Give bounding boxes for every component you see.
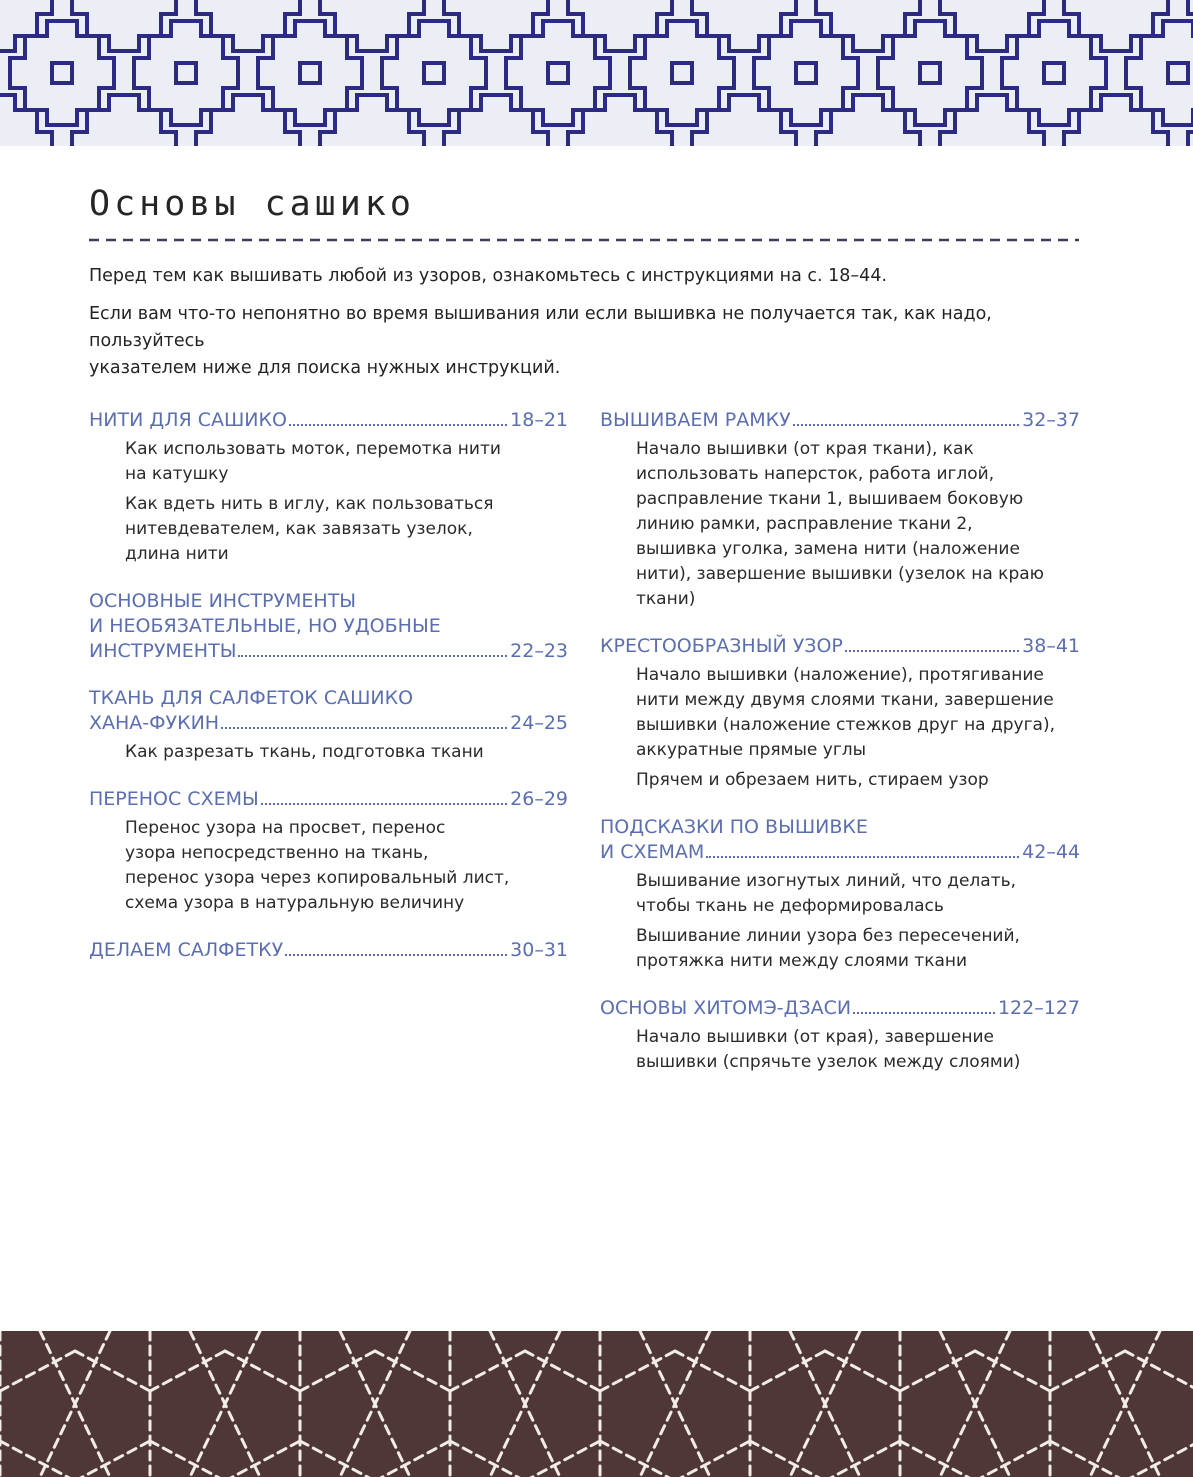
toc-entry-row bbox=[89, 787, 568, 812]
running-stitch-line bbox=[525, 1351, 600, 1391]
toc-subtopic-line: аккуратные прямые углы bbox=[636, 740, 867, 760]
stitch-motif bbox=[692, 0, 796, 51]
toc-title-line: ТКАНЬ ДЛЯ САЛФЕТОК САШИКО bbox=[89, 687, 414, 709]
intro-paragraph-2-line-1: Если вам что-то непонятно во время вышивания или если вышивка не получается так, как надо, пользуйтесь bbox=[89, 304, 992, 351]
intro-paragraph-2 bbox=[89, 301, 1089, 382]
toc-subtopic-line: вышивка уголка, замена нити (наложение bbox=[636, 539, 1020, 559]
stitch-motif bbox=[816, 0, 920, 51]
toc-subtopic-line: линию рамки, расправление ткани 2, bbox=[636, 514, 973, 534]
toc-title-text: ПЕРЕНОС СХЕМЫ bbox=[89, 788, 259, 810]
stitch-motif bbox=[568, 95, 672, 146]
toc-subtopics bbox=[636, 768, 1080, 793]
running-stitch-line bbox=[150, 1351, 225, 1391]
running-stitch-line bbox=[675, 1351, 750, 1391]
toc-subtopic-line: Перенос узора на просвет, перенос bbox=[125, 818, 446, 838]
toc-subtopics bbox=[636, 663, 1080, 763]
toc-leader-dots bbox=[289, 424, 507, 426]
stitch-center-square bbox=[1168, 63, 1188, 83]
stitch-motif bbox=[816, 95, 920, 146]
toc-subtopic-line: Как разрезать ткань, подготовка ткани bbox=[125, 742, 484, 762]
toc-subtopic-line: узора непосредственно на ткань, bbox=[125, 843, 429, 863]
stitch-motif bbox=[568, 0, 672, 51]
running-stitch-line bbox=[1050, 1441, 1125, 1477]
toc-entry-row bbox=[89, 938, 568, 963]
toc-title-text: ВЫШИВАЕМ РАМКУ bbox=[600, 409, 791, 431]
title-dashed-underline bbox=[89, 237, 1079, 243]
toc-subtopic-line: Как вдеть нить в иглу, как пользоваться bbox=[125, 494, 494, 514]
toc-subtopic-line: нитевдевателем, как завязать узелок, bbox=[125, 519, 473, 539]
toc-section bbox=[89, 686, 568, 765]
toc-section bbox=[89, 408, 568, 567]
running-stitch-line bbox=[225, 1441, 300, 1477]
running-stitch-line bbox=[300, 1351, 375, 1391]
toc-title-line: ОСНОВНЫЕ ИНСТРУМЕНТЫ bbox=[89, 590, 357, 612]
toc-title-text: НИТИ ДЛЯ САШИКО bbox=[89, 409, 287, 431]
stitch-center-square bbox=[548, 63, 568, 83]
stitch-center-square bbox=[672, 63, 692, 83]
toc-title-text: ХАНА-ФУКИН bbox=[89, 712, 220, 734]
toc-subtopic-line: Вышивание линии узора без пересечений, bbox=[636, 926, 1020, 946]
toc-page-range: 42–44 bbox=[1022, 841, 1080, 863]
toc-subtopics bbox=[125, 816, 568, 916]
toc-title-line: ПОДСКАЗКИ ПО ВЫШИВКЕ bbox=[600, 816, 868, 838]
toc-page-range: 22–23 bbox=[510, 640, 568, 662]
running-stitch-line bbox=[450, 1351, 525, 1391]
toc-subtopic-line: нити), завершение вышивки (узелок на краю bbox=[636, 564, 1044, 584]
toc-subtopic-line: ткани) bbox=[636, 589, 696, 609]
running-stitch-line bbox=[900, 1441, 975, 1477]
stitch-motif bbox=[72, 0, 176, 51]
toc-subtopics bbox=[125, 740, 568, 765]
running-stitch-line bbox=[75, 1351, 150, 1391]
toc-section bbox=[600, 815, 1080, 974]
stitch-motif bbox=[692, 95, 796, 146]
toc-section-title[interactable] bbox=[89, 589, 568, 664]
toc-title-text: И СХЕМАМ bbox=[600, 841, 705, 863]
intro-paragraph-1: Перед тем как вышивать любой из узоров, ознакомьтесь с инструкциями на с. 18–44. bbox=[89, 266, 888, 286]
toc-page-range: 30–31 bbox=[510, 939, 568, 961]
toc-page-range: 38–41 bbox=[1022, 635, 1080, 657]
toc-subtopic-line: перенос узора через копировальный лист, bbox=[125, 868, 510, 888]
toc-section bbox=[600, 996, 1080, 1075]
running-stitch-line bbox=[975, 1441, 1050, 1477]
toc-section bbox=[600, 408, 1080, 612]
toc-leader-dots bbox=[706, 856, 1019, 858]
toc-subtopic-line: чтобы ткань не деформировалась bbox=[636, 896, 944, 916]
toc-leader-dots bbox=[845, 650, 1019, 652]
running-stitch-line bbox=[150, 1441, 225, 1477]
toc-subtopics bbox=[636, 437, 1080, 612]
running-stitch-line bbox=[1050, 1351, 1125, 1391]
stitch-center-square bbox=[424, 63, 444, 83]
bottom-pattern-graphic bbox=[0, 1331, 1193, 1477]
toc-entry-row bbox=[89, 639, 568, 664]
toc-subtopic-line: Начало вышивки (наложение), протягивание bbox=[636, 665, 1044, 685]
toc-subtopic-line: Прячем и обрезаем нить, стираем узор bbox=[636, 770, 989, 790]
toc-subtopic-line: вышивки (спрячьте узелок между слоями) bbox=[636, 1052, 1021, 1072]
toc-section-title[interactable] bbox=[600, 408, 1080, 433]
running-stitch-line bbox=[0, 1351, 75, 1391]
toc-page-range: 26–29 bbox=[510, 788, 568, 810]
toc-leader-dots bbox=[221, 727, 507, 729]
toc-subtopics bbox=[125, 492, 568, 567]
toc-subtopic-line: Начало вышивки (от края), завершение bbox=[636, 1027, 994, 1047]
stitch-motif bbox=[320, 95, 424, 146]
toc-subtopic-line: Как использовать моток, перемотка нити bbox=[125, 439, 501, 459]
toc-entry-row bbox=[600, 408, 1080, 433]
toc-leader-dots bbox=[285, 954, 507, 956]
stitch-motif bbox=[940, 0, 1044, 51]
toc-section bbox=[600, 634, 1080, 793]
stitch-motif bbox=[1064, 0, 1168, 51]
running-stitch-line bbox=[825, 1351, 900, 1391]
toc-section bbox=[89, 589, 568, 664]
toc-subtopics bbox=[636, 924, 1080, 974]
toc-page-range: 122–127 bbox=[997, 997, 1080, 1019]
stitch-motif bbox=[940, 95, 1044, 146]
stitch-center-square bbox=[176, 63, 196, 83]
toc-title-text: ИНСТРУМЕНТЫ bbox=[89, 640, 237, 662]
running-stitch-line bbox=[750, 1351, 825, 1391]
running-stitch-line bbox=[300, 1441, 375, 1477]
stitch-motif bbox=[444, 95, 548, 146]
toc-page-range: 18–21 bbox=[510, 409, 568, 431]
toc-page-range: 32–37 bbox=[1022, 409, 1080, 431]
toc-subtopic-line: длина нити bbox=[125, 544, 229, 564]
toc-section-title[interactable] bbox=[600, 634, 1080, 659]
toc-section-title[interactable] bbox=[89, 938, 568, 963]
running-stitch-line bbox=[975, 1351, 1050, 1391]
stitch-center-square bbox=[796, 63, 816, 83]
toc-subtopic-line: на катушку bbox=[125, 464, 229, 484]
toc-leader-dots bbox=[238, 655, 507, 657]
toc-title-text: ОСНОВЫ ХИТОМЭ-ДЗАСИ bbox=[600, 997, 852, 1019]
stitch-motif bbox=[320, 0, 424, 51]
toc-section-title[interactable] bbox=[89, 787, 568, 812]
stitch-center-square bbox=[300, 63, 320, 83]
bottom-sashiko-pattern-banner bbox=[0, 1331, 1193, 1477]
toc-left-column bbox=[89, 408, 568, 985]
running-stitch-line bbox=[900, 1351, 975, 1391]
running-stitch-line bbox=[750, 1441, 825, 1477]
running-stitch-line bbox=[675, 1441, 750, 1477]
running-stitch-line bbox=[75, 1441, 150, 1477]
intro-paragraph-2-line-2: указателем ниже для поиска нужных инструкций. bbox=[89, 358, 561, 378]
running-stitch-line bbox=[825, 1441, 900, 1477]
toc-entry-row bbox=[600, 840, 1080, 865]
toc-right-column bbox=[600, 408, 1080, 1097]
running-stitch-line bbox=[600, 1351, 675, 1391]
stitch-center-square bbox=[920, 63, 940, 83]
running-stitch-line bbox=[225, 1351, 300, 1391]
top-sashiko-pattern-banner bbox=[0, 0, 1193, 146]
toc-section bbox=[89, 938, 568, 963]
stitch-motif bbox=[196, 95, 300, 146]
toc-subtopic-line: схема узора в натуральную величину bbox=[125, 893, 465, 913]
toc-title-text: ДЕЛАЕМ САЛФЕТКУ bbox=[89, 939, 284, 961]
toc-page-range: 24–25 bbox=[510, 712, 568, 734]
toc-subtopics bbox=[636, 869, 1080, 919]
stitch-motif bbox=[196, 0, 300, 51]
toc-subtopic-line: Начало вышивки (от края ткани), как bbox=[636, 439, 974, 459]
stitch-center-square bbox=[52, 63, 72, 83]
stitch-motif bbox=[444, 0, 548, 51]
toc-leader-dots bbox=[853, 1012, 995, 1014]
running-stitch-line bbox=[375, 1441, 450, 1477]
toc-leader-dots bbox=[261, 803, 507, 805]
running-stitch-line bbox=[375, 1351, 450, 1391]
toc-subtopic-line: протяжка нити между слоями ткани bbox=[636, 951, 968, 971]
toc-subtopic-line: нити между двумя слоями ткани, завершение bbox=[636, 690, 1054, 710]
toc-subtopics bbox=[125, 437, 568, 487]
running-stitch-line bbox=[600, 1441, 675, 1477]
toc-section-title[interactable] bbox=[600, 996, 1080, 1021]
toc-title-line: И НЕОБЯЗАТЕЛЬНЫЕ, НО УДОБНЫЕ bbox=[89, 615, 441, 637]
toc-subtopic-line: вышивки (наложение стежков друг на друга), bbox=[636, 715, 1055, 735]
toc-entry-row bbox=[89, 711, 568, 736]
running-stitch-line bbox=[525, 1441, 600, 1477]
toc-subtopic-line: Вышивание изогнутых линий, что делать, bbox=[636, 871, 1017, 891]
toc-subtopic-line: расправление ткани 1, вышиваем боковую bbox=[636, 489, 1024, 509]
top-pattern-graphic bbox=[0, 0, 1193, 146]
toc-leader-dots bbox=[793, 424, 1019, 426]
stitch-center-square bbox=[1044, 63, 1064, 83]
stitch-motif bbox=[72, 95, 176, 146]
toc-entry-row bbox=[600, 634, 1080, 659]
stitch-motif bbox=[1064, 95, 1168, 146]
toc-section-title[interactable] bbox=[89, 408, 568, 433]
toc-entry-row bbox=[600, 996, 1080, 1021]
toc-subtopic-line: использовать наперсток, работа иглой, bbox=[636, 464, 995, 484]
running-stitch-line bbox=[450, 1441, 525, 1477]
page-title: Основы сашико bbox=[89, 184, 415, 224]
toc-section-title[interactable] bbox=[89, 686, 568, 736]
toc-section bbox=[89, 787, 568, 916]
toc-section-title[interactable] bbox=[600, 815, 1080, 865]
toc-subtopics bbox=[636, 1025, 1080, 1075]
running-stitch-line bbox=[0, 1441, 75, 1477]
toc-entry-row bbox=[89, 408, 568, 433]
toc-title-text: КРЕСТООБРАЗНЫЙ УЗОР bbox=[600, 635, 843, 657]
